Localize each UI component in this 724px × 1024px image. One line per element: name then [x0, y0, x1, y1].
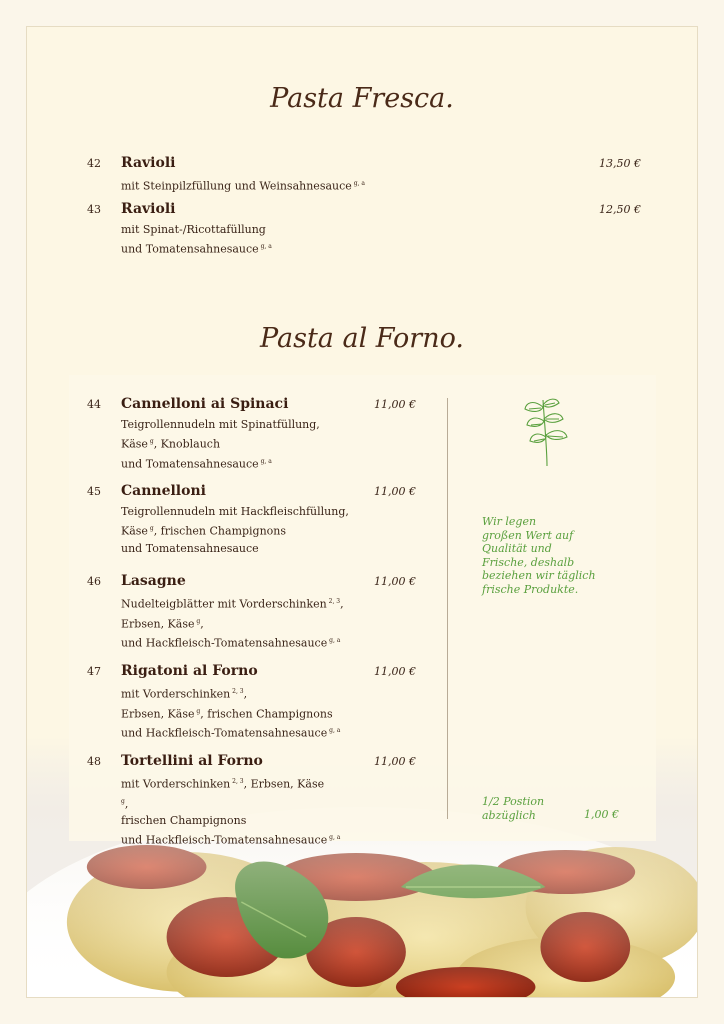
section-title-pasta-al-forno: Pasta al Forno.	[260, 323, 464, 354]
item-price: 11,00 €	[374, 755, 416, 768]
half-label-line: abzüglich	[482, 808, 536, 822]
description-text: und Tomatensahnesauce	[121, 242, 259, 256]
description-text: und Tomatensahnesauce	[121, 541, 259, 555]
description-text: ,	[200, 617, 204, 631]
description-line	[121, 453, 320, 473]
description-text: ,	[124, 797, 129, 811]
item-price: 12,50 €	[599, 203, 641, 216]
item-name: Ravioli	[121, 155, 176, 171]
note-line: Frische, deshalb	[482, 555, 575, 569]
allergen-codes: 2, 3	[326, 598, 341, 605]
column-divider	[447, 398, 448, 819]
item-name: Cannelloni ai Spinaci	[121, 396, 289, 412]
note-line: beziehen wir täglich	[482, 569, 596, 582]
description-text: mit Vorderschinken	[121, 777, 231, 791]
description-line	[121, 520, 349, 540]
allergen-codes: g, a	[327, 834, 341, 842]
item-price: 13,50 €	[599, 157, 641, 170]
description-text: mit Vorderschinken	[121, 687, 231, 701]
description-line	[121, 812, 340, 829]
allergen-codes: g, a	[258, 457, 272, 465]
item-description	[121, 593, 344, 652]
description-line	[121, 221, 272, 238]
allergen-codes: g, a	[258, 243, 272, 250]
allergen-codes: g	[194, 617, 201, 625]
item-name: Lasagne	[121, 573, 186, 589]
description-text: und Hackfleisch-Tomatensahnesauce	[121, 636, 328, 650]
item-number: 44	[87, 398, 101, 411]
item-price: 11,00 €	[374, 398, 416, 411]
description-line	[121, 503, 349, 520]
item-name: Ravioli	[121, 201, 176, 217]
item-price: 11,00 €	[374, 485, 416, 498]
description-text: Käse	[121, 437, 148, 451]
description-line	[121, 613, 344, 633]
basil-leaf-icon	[521, 395, 573, 467]
description-line	[121, 540, 349, 557]
item-description	[121, 416, 320, 472]
description-text: ,	[340, 597, 344, 611]
description-line	[121, 416, 320, 433]
allergen-codes: g	[147, 525, 154, 532]
description-line	[121, 722, 340, 742]
allergen-codes: g	[147, 438, 154, 445]
allergen-codes: 2, 3	[230, 778, 244, 785]
description-text: Nudelteigblätter mit Vorderschinken	[121, 597, 327, 611]
half-portion-label	[482, 795, 544, 822]
description-text: mit Spinat-/Ricottafüllung	[121, 223, 266, 236]
item-name: Cannelloni	[121, 483, 206, 499]
note-line: Wir legen	[482, 515, 537, 528]
description-line	[121, 703, 340, 723]
item-name: Tortellini al Forno	[121, 753, 263, 769]
allergen-codes: g, a	[327, 637, 341, 645]
section-title-pasta-fresca: Pasta Fresca.	[270, 83, 454, 114]
description-line	[121, 433, 320, 453]
item-name: Rigatoni al Forno	[121, 663, 258, 679]
description-text: , frischen Champignons	[200, 707, 333, 721]
allergen-codes: g	[194, 707, 201, 715]
description-text: , frischen Champignons	[153, 524, 287, 538]
note-line: frische Produkte.	[482, 582, 579, 596]
description-text: frischen Champignons	[121, 814, 247, 828]
item-price: 11,00 €	[374, 575, 416, 588]
allergen-codes: g, a	[351, 180, 365, 187]
description-text: Erbsen, Käse	[121, 707, 195, 721]
allergen-codes: g, a	[327, 727, 341, 735]
item-description	[121, 503, 349, 557]
item-number: 47	[87, 665, 101, 678]
description-text: , Erbsen, Käse	[243, 777, 325, 791]
allergen-codes: 2, 3	[230, 688, 244, 695]
item-price: 11,00 €	[374, 665, 416, 678]
description-line	[121, 793, 340, 813]
item-number: 48	[87, 755, 101, 768]
description-line	[121, 238, 272, 258]
description-line	[121, 683, 340, 703]
description-line	[121, 829, 340, 849]
item-description	[121, 683, 340, 742]
description-text: und Tomatensahnesauce	[121, 457, 259, 471]
description-text: ,	[243, 687, 248, 701]
description-text: und Hackfleisch-Tomatensahnesauce	[121, 833, 328, 847]
description-text: Teigrollennudeln mit Spinatfüllung,	[121, 418, 320, 431]
sidebar-note	[482, 515, 596, 596]
item-description	[121, 175, 365, 195]
description-text: Teigrollennudeln mit Hackfleischfüllung,	[121, 505, 349, 518]
description-line	[121, 632, 344, 652]
note-line: großen Wert auf	[482, 528, 574, 542]
description-line	[121, 773, 340, 793]
item-number: 43	[87, 203, 101, 216]
menu-page	[26, 26, 698, 998]
description-text: Käse	[121, 524, 148, 538]
item-number: 45	[87, 485, 101, 498]
item-number: 46	[87, 575, 101, 588]
description-text: und Hackfleisch-Tomatensahnesauce	[121, 726, 328, 740]
allergen-codes: g	[121, 797, 125, 805]
description-text: , Knoblauch	[153, 437, 221, 451]
description-line	[121, 593, 344, 613]
item-number: 42	[87, 157, 101, 170]
half-portion-price: 1,00 €	[584, 808, 619, 821]
half-label-line: 1/2 Postion	[482, 795, 545, 808]
description-text: Erbsen, Käse	[121, 617, 195, 631]
item-description	[121, 773, 340, 849]
description-text: mit Steinpilzfüllung und Weinsahnesauce	[121, 179, 352, 193]
description-line	[121, 175, 365, 195]
item-description	[121, 221, 272, 258]
note-line: Qualität und	[482, 542, 552, 555]
